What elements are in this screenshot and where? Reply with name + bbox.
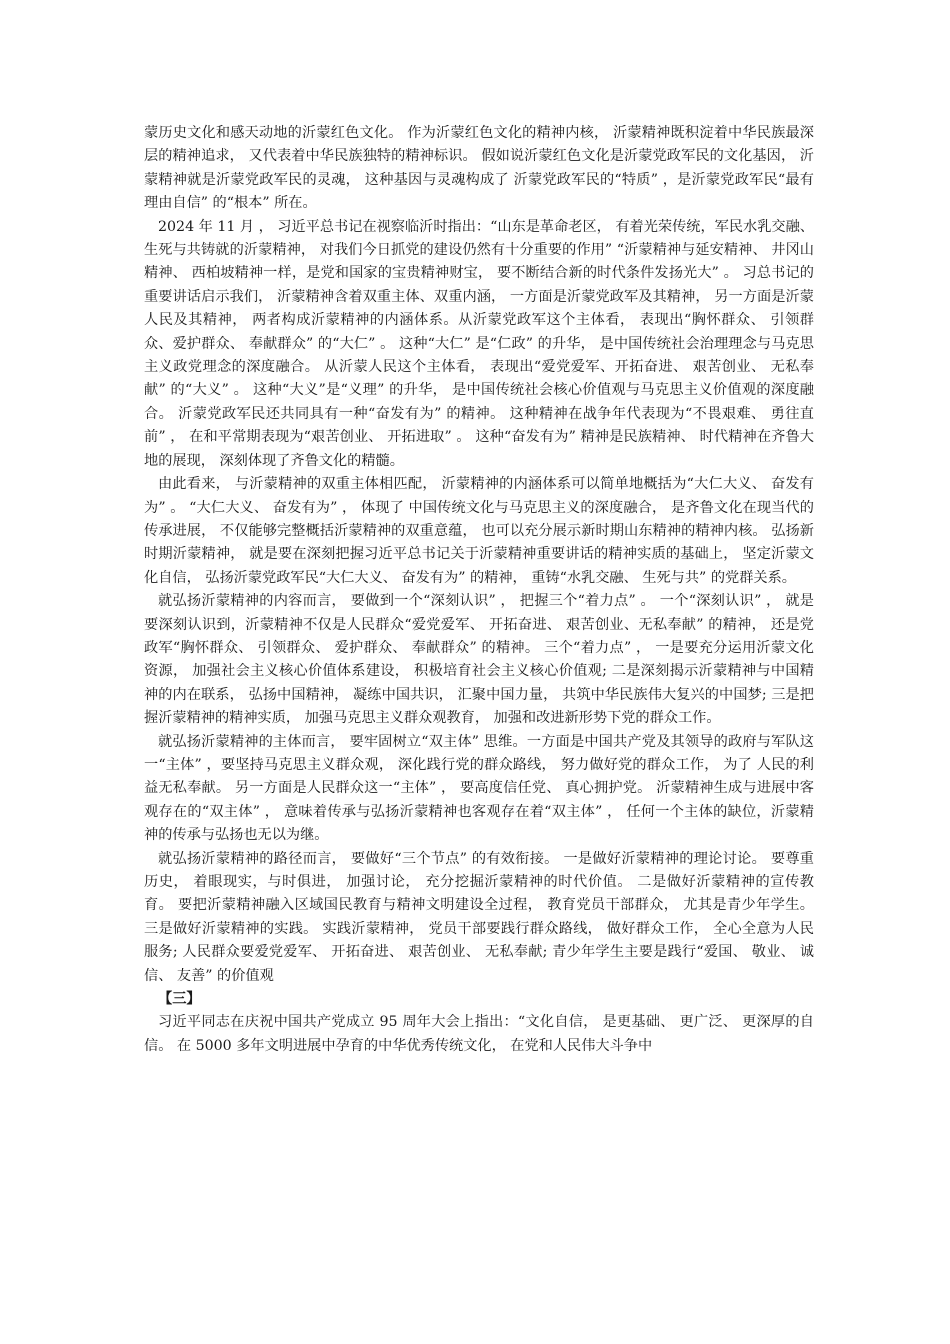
paragraph-4: 就弘扬沂蒙精神的内容而言， 要做到一个“深刻认识” ， 把握三个“着力点” 。 一个“深刻认识” ， 就是要深刻认识到，沂蒙精神不仅是人民群众“爱党爱军、 开拓奋进、 艰苦创业、无私奉献” 的精神， 还是党政军“胸怀群众、 引领群众、 爱护群众、 奉献群众” 的精神。 三个“着力点” ， 一是要充分运用沂蒙文化资源， 加强社会主义核心价值体系建设， 积极培育社会主义核心价值观; 二是深刻揭示沂蒙精神与中国精神的内在联系， 弘扬中国精神， 凝练中国共识， 汇聚中国力量， 共筑中华民族伟大复兴的中国梦; 三是把握沂蒙精神的精神实质， 加强马克思主义群众观教育， 加强和改进新形势下党的群众工作。 bbox=[144, 593, 814, 727]
paragraph-6: 就弘扬沂蒙精神的路径而言， 要做好“三个节点” 的有效衔接。 一是做好沂蒙精神的理论讨论。 要尊重历史， 着眼现实，与时俱进， 加强讨论， 充分挖掘沂蒙精神的时代价值。 二是做好沂蒙精神的宣传教育。 要把沂蒙精神融入区域国民教育与精神文明建设全过程， 教育党员干部群众， 尤其是青少年学生。 三是做好沂蒙精神的实践。 实践沂蒙精神， 党员干部要践行群众路线， 做好群众工作， 全心全意为人民服务; 人民群众要爱党爱军、 开拓奋进、 艰苦创业、 无私奉献; 青少年学生主要是践行“爱国、 敬业、 诚信、 友善” 的价值观 bbox=[144, 850, 814, 984]
section-heading: 【三】 bbox=[158, 991, 201, 1008]
paragraph-5: 就弘扬沂蒙精神的主体而言， 要牢固树立“双主体” 思维。一方面是中国共产党及其领导的政府与军队这一“主体” ，要坚持马克思主义群众观， 深化践行党的群众路线， 努力做好党的群众工作， 为了 人民的利益无私奉献。 另一方面是人民群众这一“主体” ， 要高度信任党、 真心拥护党。 沂蒙精神生成与进展中客观存在的“双主体” ， 意味着传承与弘扬沂蒙精神也客观存在着“双主体” ， 任何一个主体的缺位，沂蒙精神的传承与弘扬也无以为继。 bbox=[144, 733, 814, 844]
paragraph-1: 蒙历史文化和感天动地的沂蒙红色文化。 作为沂蒙红色文化的精神内核， 沂蒙精神既积淀着中华民族最深层的精神追求， 又代表着中华民族独特的精神标识。 假如说沂蒙红色文化是沂蒙党政军民的文化基因， 沂蒙精神就是沂蒙党政军民的灵魂， 这种基因与灵魂构成了 沂蒙党政军民的“特质” ，是沂蒙党政军民“最有理由自信” 的“根本” 所在。 bbox=[144, 125, 814, 212]
paragraph-2: 2024 年 11 月 ， 习近平总书记在视察临沂时指出：“山东是革命老区， 有着光荣传统，军民水乳交融、 生死与共铸就的沂蒙精神， 对我们今日抓党的建设仍然有十分重要的作用” “沂蒙精神与延安精神、 井冈山精神、 西柏坡精神一样，是党和国家的宝贵精神财宝， 要不断结合新的时代条件发扬光大” 。 习总书记的重要讲话启示我们， 沂蒙精神含着双重主体、双重内涵， 一方面是沂蒙党政军及其精神， 另一方面是沂蒙人民及其精神， 两者构成沂蒙精神的内涵体系。从沂蒙党政军这个主体看， 表现出“胸怀群众、 引领群众、爱护群众、 奉献群众” 的“大仁” 。 这种“大仁” 是“仁政” 的升华， 是中国传统社会治理理念与马克思主义政党理念的深度融合。 从沂蒙人民这个主体看， 表现出“爱党爱军、开拓奋进、 艰苦创业、 无私奉献” 的“大义” 。 这种“大义”是“义理” 的升华， 是中国传统社会核心价值观与马克思主义价值观的深度融合。 沂蒙党政军民还共同具有一种“奋发有为” 的精神。 这种精神在战争年代表现为“不畏艰难、 勇往直前” ， 在和平常期表现为“艰苦创业、 开拓进取” 。 这种“奋发有为” 精神是民族精神、 时代精神在齐鲁大地的展现， 深刻体现了齐鲁文化的精髓。 bbox=[144, 218, 814, 469]
paragraph-3: 由此看来， 与沂蒙精神的双重主体相匹配， 沂蒙精神的内涵体系可以简单地概括为“大仁大义、 奋发有为” 。 “大仁大义、 奋发有为” ， 体现了 中国传统文化与马克思主义的深度融合， 是齐鲁文化在现当代的传承进展， 不仅能够完整概括沂蒙精神的双重意蕴， 也可以充分展示新时期山东精神的精神内核。 弘扬新时期沂蒙精神， 就是要在深刻把握习近平总书记关于沂蒙精神重要讲话的精神实质的基础上， 坚定沂蒙文化自信， 弘扬沂蒙党政军民“大仁大义、 奋发有为” 的精神， 重铸“水乳交融、 生死与共” 的党群关系。 bbox=[144, 476, 814, 586]
document-page bbox=[144, 122, 814, 1058]
paragraph-7: 习近平同志在庆祝中国共产党成立 95 周年大会上指出：“文化自信， 是更基础、 更广泛、 更深厚的自信。 在 5000 多年文明进展中孕育的中华优秀传统文化， 在党和人民伟大斗争中 bbox=[144, 1014, 814, 1054]
